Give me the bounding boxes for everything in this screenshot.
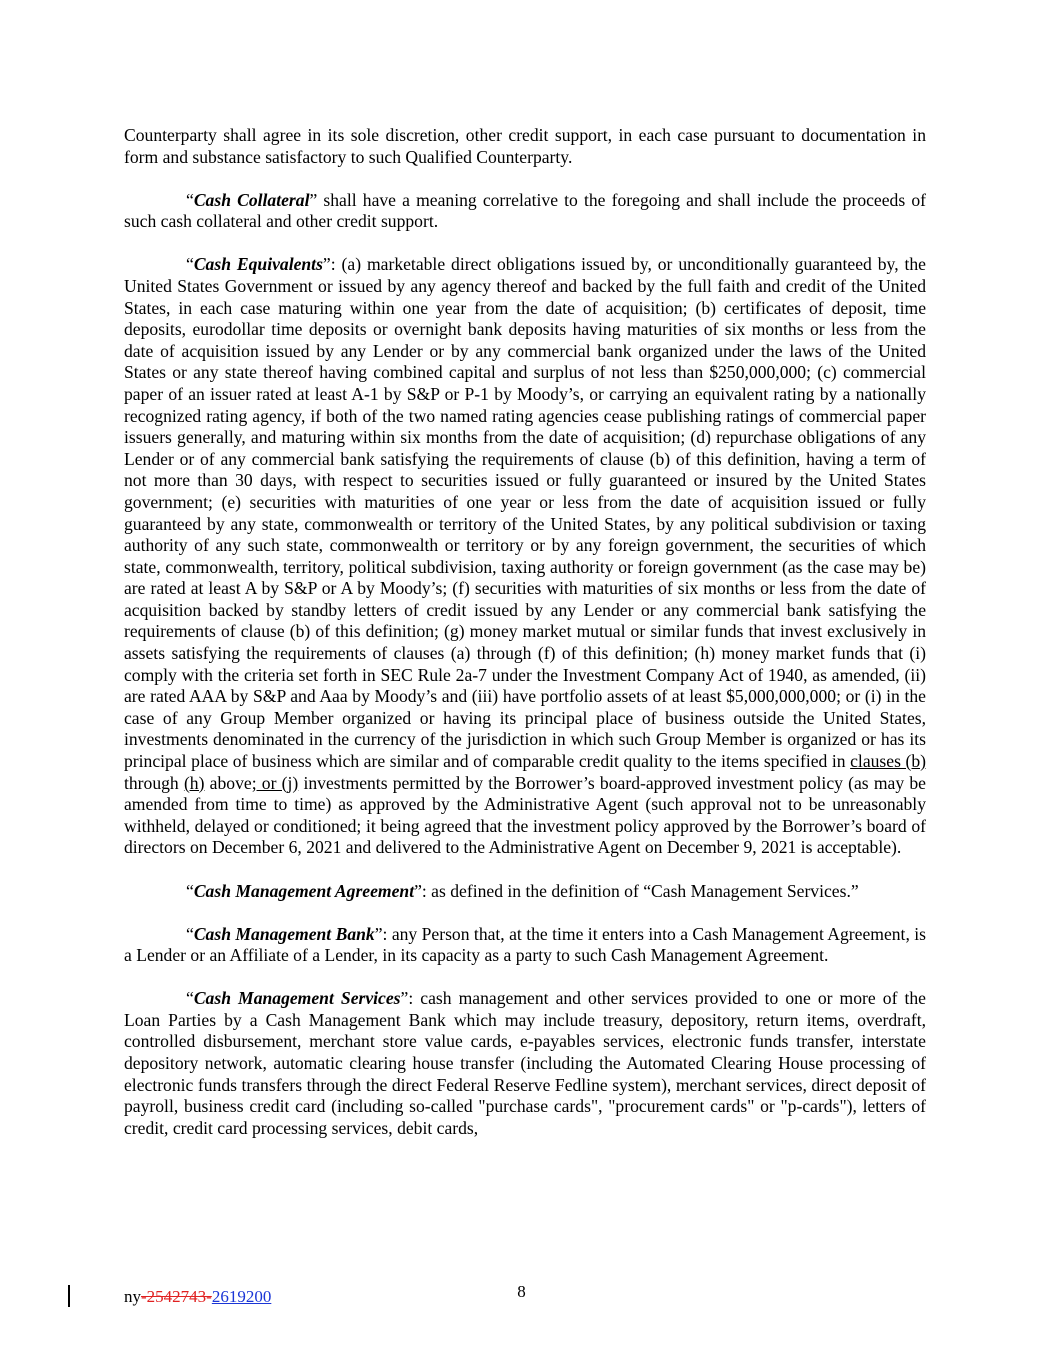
defined-term: Cash Management Bank <box>193 923 375 944</box>
open-quote: “ <box>186 923 194 944</box>
open-quote: “ <box>186 189 194 210</box>
inserted-clause-j: ; or (j) <box>251 772 299 793</box>
open-quote: “ <box>186 880 194 901</box>
clause-reference-h: (h) <box>183 772 205 793</box>
definition-cash-equivalents <box>124 254 926 859</box>
definition-cash-management-bank <box>124 924 926 967</box>
page-footer <box>0 1280 1055 1320</box>
definition-cash-management-agreement <box>124 881 926 903</box>
docid-inserted: 2619200 <box>211 1287 272 1306</box>
open-quote: “ <box>186 988 194 1009</box>
defined-term: Cash Collateral <box>193 189 310 210</box>
paragraph-continuation: Counterparty shall agree in its sole discretion, other credit support, in each case pursuant to documentation in form and substance satisfactory to such Qualified Counterparty. <box>124 125 926 167</box>
definition-body: cash management and other services provided to one or more of the Loan Parties by a Cash Management Bank which may include treasury, depository, return items, overdraft, controlled disbursement, merchant store value cards, e-payables services, electronic funds transfer, interstate depository network, automatic clearing house transfer (including the Automated Clearing House processing of electronic funds transfers through the direct Federal Reserve Fedline system), merchant services, direct deposit of payroll, business credit card (including so-called "purchase cards", "procurement cards" or "p-cards"), letters of credit, credit card processing services, debit cards, <box>124 988 926 1138</box>
docid-prefix: ny <box>124 1287 141 1306</box>
close-quote: ”: <box>322 254 336 275</box>
definition-cash-collateral <box>124 190 926 233</box>
defined-term: Cash Management Agreement <box>193 880 415 901</box>
definition-body: : as defined in the definition of “Cash Management Services.” <box>421 880 859 901</box>
close-quote: ” <box>374 923 383 944</box>
open-quote: “ <box>186 254 194 275</box>
docid-deleted: -2542743- <box>141 1287 212 1306</box>
text-above: above <box>204 772 252 793</box>
close-quote: ” <box>414 880 422 901</box>
page-number: 8 <box>517 1282 526 1301</box>
close-quote: ” <box>309 189 318 210</box>
definition-body: shall have a meaning correlative to the foregoing and shall include the proceeds of such cash collateral and other credit support. <box>124 189 926 232</box>
defined-term: Cash Equivalents <box>193 254 323 275</box>
close-quote: ”: <box>400 988 414 1009</box>
defined-term: Cash Management Services <box>193 988 401 1009</box>
definition-body: : any Person that, at the time it enters into a Cash Management Agreement, is a Lender or an Affiliate of a Lender, in its capacity as a party to such Cash Management Agreement. <box>124 923 926 966</box>
definition-body: (a) marketable direct obligations issued by, or unconditionally guaranteed by, the United States Government or issued by any agency thereof and backed by the full faith and credit of the United States, in each case maturing within one year from the date of acquisition; (b) certificates of deposit, time deposits, eurodollar time deposits or overnight bank deposits having maturities of six months or less from the date of acquisition issued by any Lender or by any commercial bank organized under the laws of the United States or any state thereof having combined capital and surplus of not less than $250,000,000; (c) commercial paper of an issuer rated at least A-1 by S&P or P-1 by Moody’s, or carrying an equivalent rating by a nationally recognized rating agency, if both of the two named rating agencies cease publishing ratings of commercial paper issuers generally, and maturing within six months from the date of acquisition; (d) repurchase obligations of any Lender or of any commercial bank satisfying the requirements of clause (b) of this definition, having a term of not more than 30 days, with respect to securities issued or fully guaranteed or insured by the United States government; (e) securities with maturities of one year or less from the date of acquisition issued or fully guaranteed by any state, commonwealth or territory of the United States, by any political subdivision or taxing authority of any such state, commonwealth or territory or by any foreign government, the securities of which state, commonwealth, territory, political subdivision, taxing authority or foreign government (as the case may be) are rated at least A by S&P or A by Moody’s; (f) securities with maturities of six months or less from the date of acquisition backed by standby letters of credit issued by any Lender or any commercial bank satisfying the requirements of clause (b) of this definition; (g) money market mutual or similar funds that invest exclusively in assets satisfying the requirements of clauses (a) through (f) of this definition; (h) money market funds that (i) comply with the criteria set forth in SEC Rule 2a-7 under the Investment Company Act of 1940, as amended, (ii) are rated AAA by S&P and Aaa by Moody’s and (iii) have portfolio assets of at least $5,000,000,000; or (i) in the case of any Group Member organized or having its principal place of business outside the United States, investments denominated in the currency of the jurisdiction in which such Group Member is organized or has its principal place of business which are similar and of comparable credit quality to the items specified in <box>124 254 926 772</box>
definition-cash-management-services <box>124 988 926 1139</box>
clause-reference-b: clauses (b) <box>850 751 926 772</box>
document-page <box>124 125 926 1161</box>
text-through: through <box>124 772 184 793</box>
definition-body-continued: investments permitted by the Borrower’s board-approved investment policy (as may be amended from time to time) as approved by the Administrative Agent (such approval not to be unreasonably withheld, delayed or conditioned; it being agreed that the investment policy approved by the Borrower’s board of directors on December 6, 2021 and delivered to the Administrative Agent on December 9, 2021 is acceptable). <box>124 772 926 858</box>
